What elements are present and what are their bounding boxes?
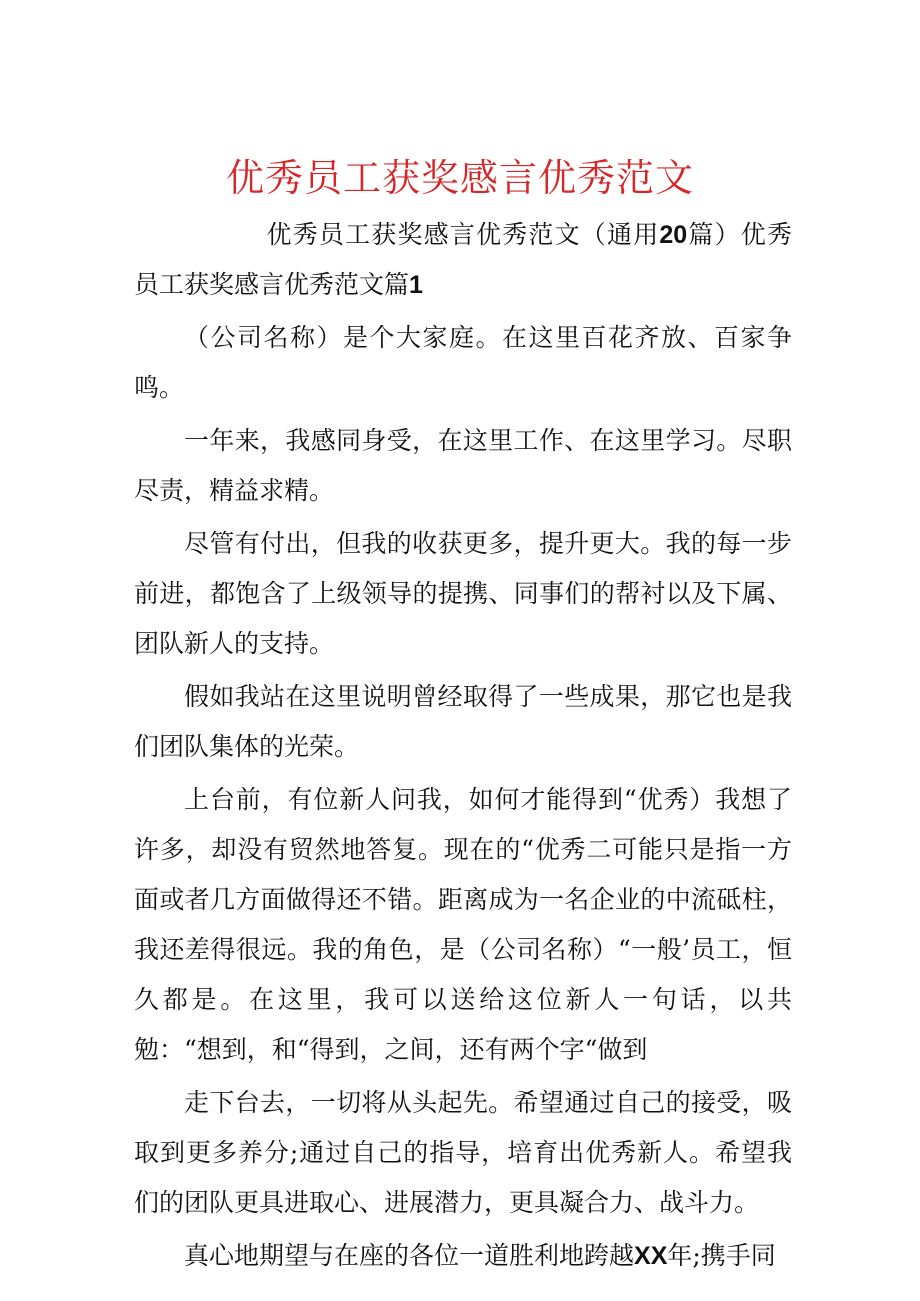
subtitle-count: 20 xyxy=(659,221,688,249)
subtitle-text-1: 优秀员工获奖感言优秀范文（通用 xyxy=(266,220,660,249)
paragraph-2: 一年来，我感同身受，在这里工作、在这里学习。尽职尽责，精益求精。 xyxy=(134,426,792,505)
paragraph-6: 走下台去，一切将从头起先。希望通过自己的接受，吸取到更多养分;通过自己的指导，培育出优秀新人。希望我们的团队更具进取心、进展潜力，更具凝合力、战斗力。 xyxy=(134,1088,792,1217)
document-subtitle xyxy=(134,210,792,310)
paragraph-7-text-1: 真心地期望与在座的各位一道胜利地跨越 xyxy=(184,1241,635,1270)
document-title: 优秀员工获奖感言优秀范文 xyxy=(225,156,694,200)
paragraph-7 xyxy=(134,1231,792,1281)
paragraph-4: 假如我站在这里说明曾经取得了一些成果，那它也是我们团队集体的光荣。 xyxy=(134,682,792,761)
paragraph-5: 上台前，有位新人问我，如何才能得到“优秀）我想了许多，却没有贸然地答复。现在的“优秀二可能只是指一方面或者几方面做得还不错。距离成为一名企业的中流砥柱，我还差得很远。我的角色，是（公司名称）“一般’员工，恒久都是。在这里，我可以送给这位新人一句话，以共勉：“想到，和“得到，之间，还有两个字“做到 xyxy=(134,785,792,1064)
subtitle-section-number: 1 xyxy=(409,271,423,299)
subtitle-text-2: 篇）优秀员工获奖感言优秀范文篇 xyxy=(134,220,792,299)
paragraph-3: 尽管有付出，但我的收获更多，提升更大。我的每一步前进，都饱含了上级领导的提携、同事们的帮衬以及下属、团队新人的支持。 xyxy=(134,529,792,658)
paragraph-7-text-2: 年;携手同 xyxy=(667,1241,776,1270)
paragraph-7-year: XX xyxy=(634,1242,668,1270)
paragraph-1: （公司名称）是个大家庭。在这里百花齐放、百家争鸣。 xyxy=(134,323,792,402)
document-body xyxy=(134,210,792,1284)
